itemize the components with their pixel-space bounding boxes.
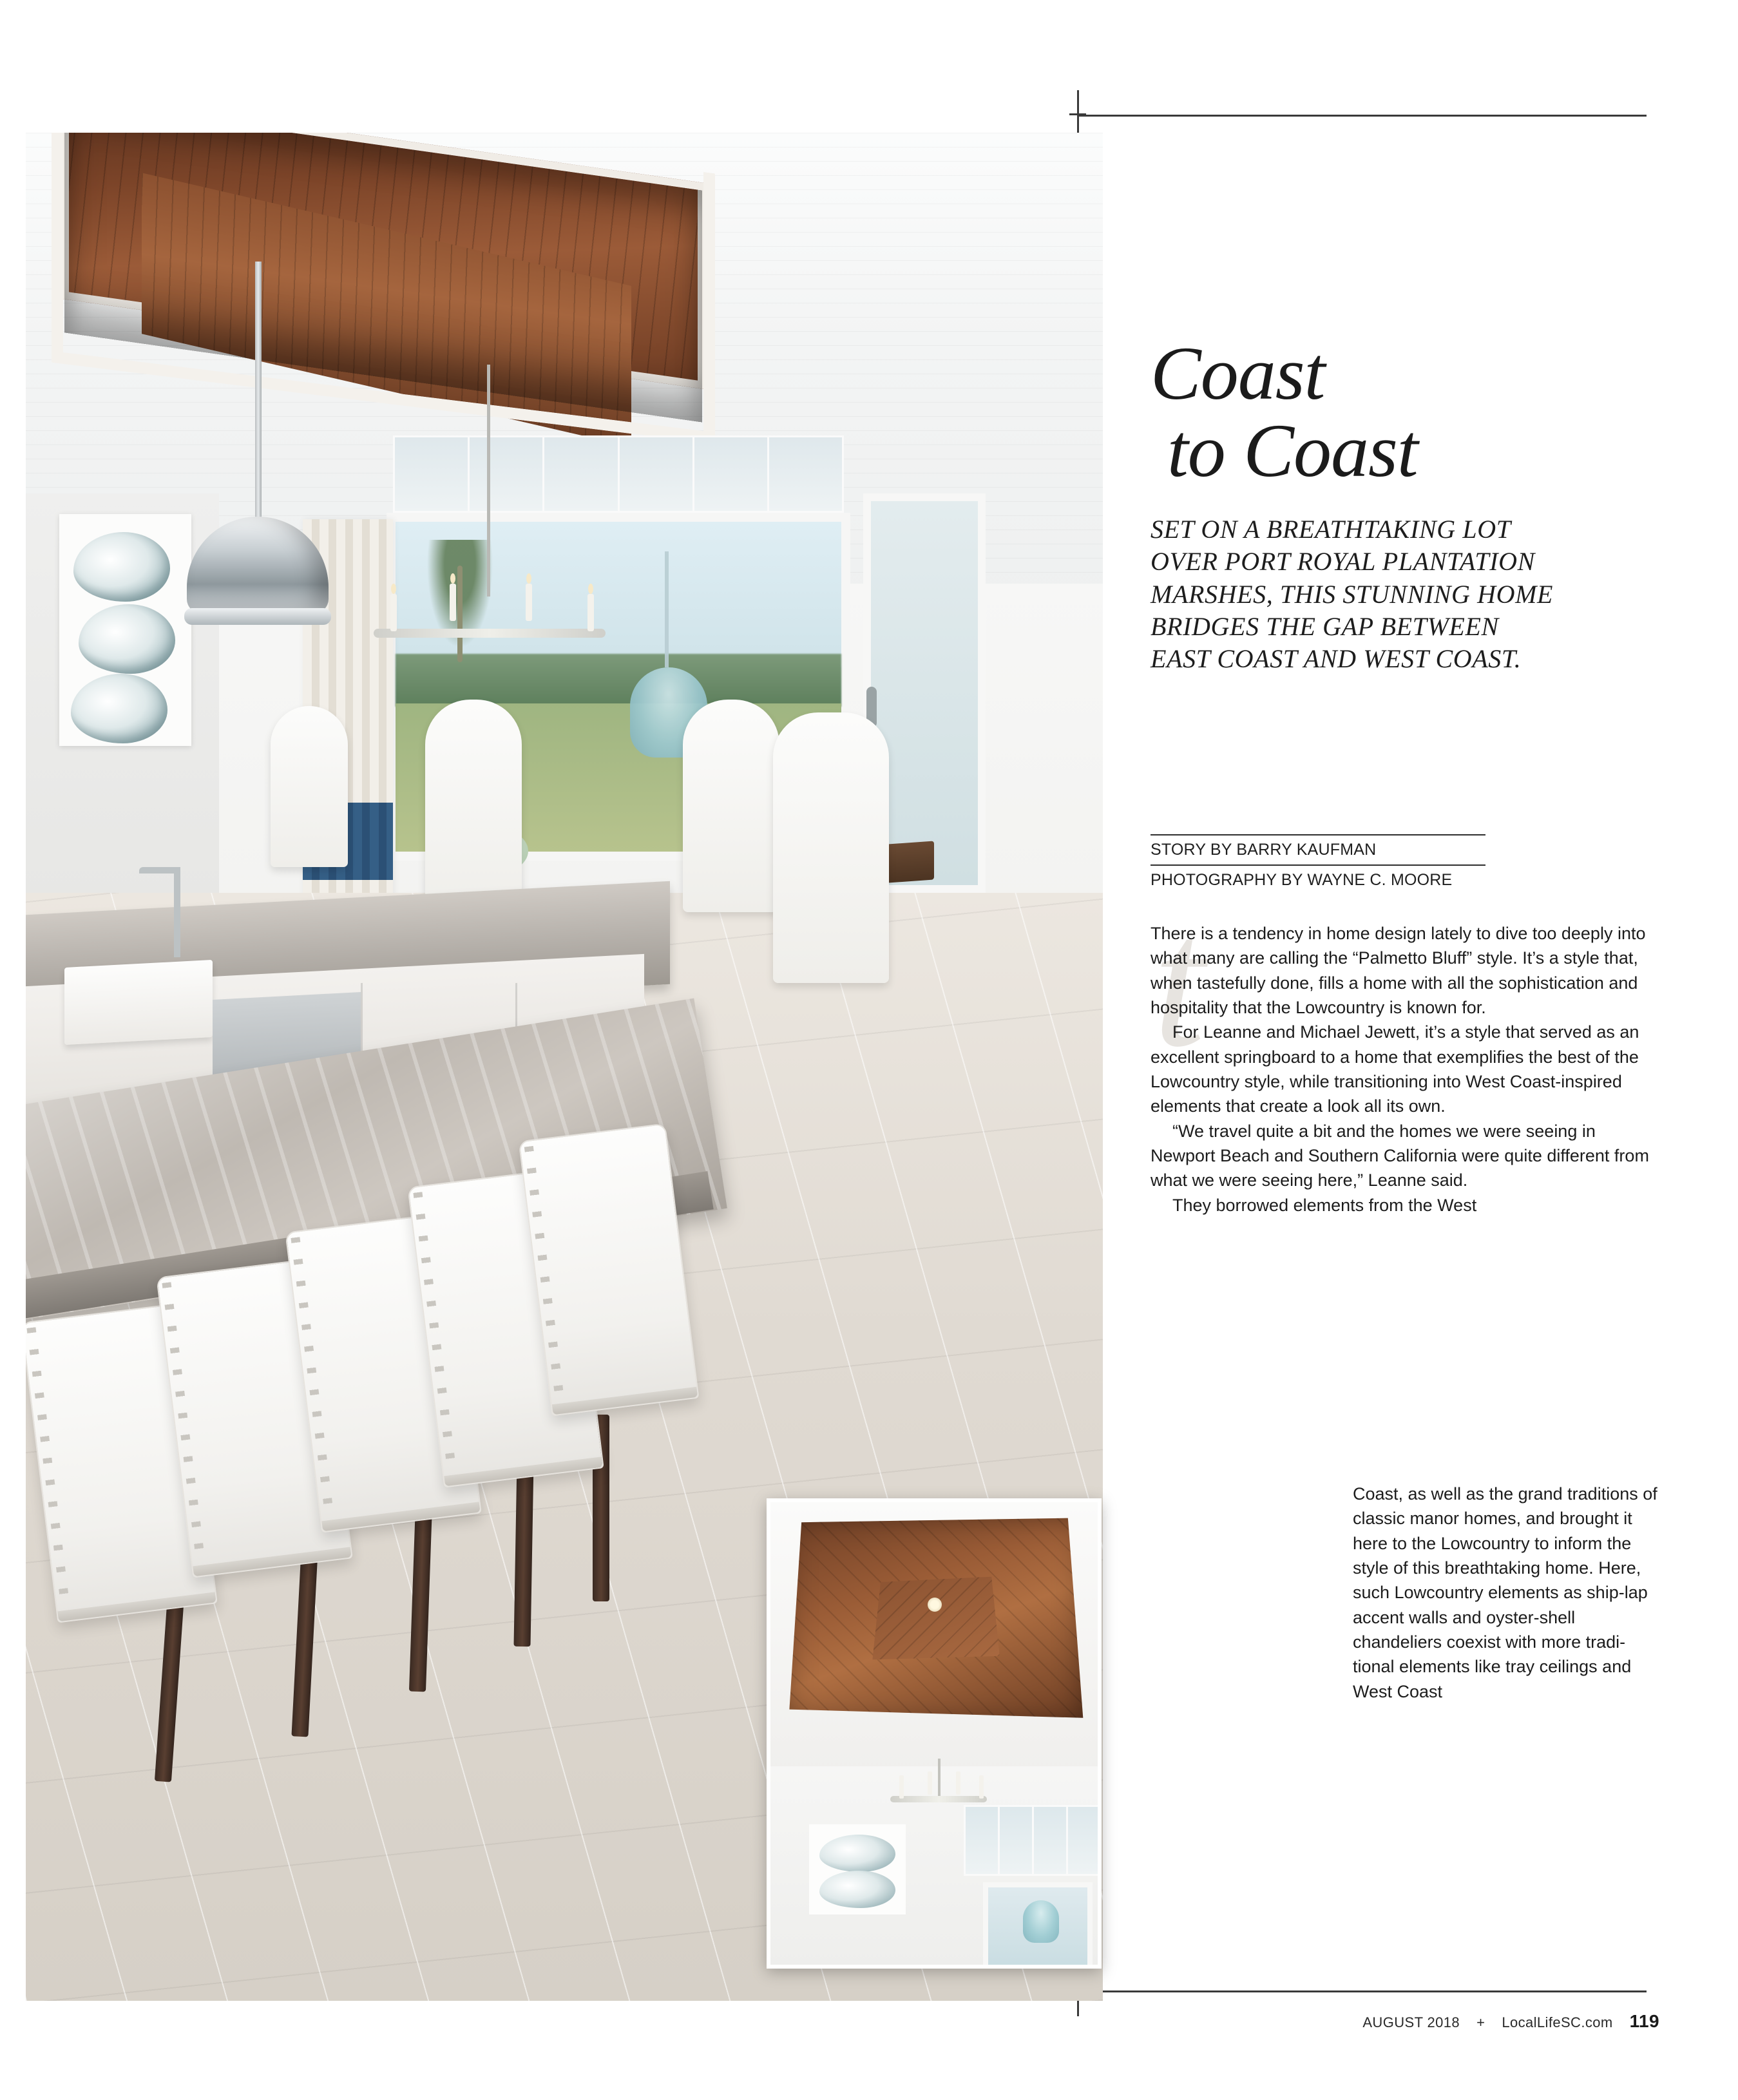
dining-chair	[271, 706, 348, 867]
headline-line-1: Coast	[1151, 331, 1325, 415]
window-pane	[966, 1807, 1000, 1874]
kitchen-faucet	[174, 867, 180, 957]
oyster-shape	[79, 604, 175, 674]
inset-transom-windows	[964, 1805, 1102, 1876]
window-pane	[1034, 1807, 1068, 1874]
pendant-light-rod	[255, 262, 262, 532]
chandelier-candle	[390, 594, 397, 631]
article-deck: SET ON A BREATHTAKING LOT OVER PORT ROYAL PLANTATION MARSHES, THIS STUNNING HOME BRIDGES THE GAP BETWEEN EAST COAST AND WEST COAST.	[1151, 514, 1554, 674]
page-title	[1151, 331, 1659, 493]
page-footer	[1077, 2011, 1659, 2032]
candle-chandelier	[374, 629, 606, 638]
inset-candle-chandelier	[890, 1796, 987, 1802]
dining-chair	[683, 700, 779, 912]
transom-window-band	[393, 435, 844, 513]
recessed-light	[928, 1598, 942, 1612]
window-pane	[620, 437, 694, 511]
window-pane	[470, 437, 544, 511]
byline-story: STORY BY BARRY KAUFMAN	[1151, 841, 1377, 859]
chandelier-candle	[899, 1775, 904, 1799]
inset-beaded-chandelier	[1023, 1900, 1059, 1943]
oyster-shape	[73, 532, 170, 602]
inset-wood-center-panel	[867, 1573, 1002, 1663]
body-paragraph: There is a tendency in home design lately to dive too deeply into what many are calling the “Palmetto Bluff” style. It’s a style that, when tastefully done, fills a home with all the sophistication and hospitality that the Lowcountry is known for.	[1151, 924, 1646, 1017]
byline-block	[1151, 834, 1601, 894]
bottom-rule	[1077, 1990, 1647, 1992]
body-paragraph: They borrowed elements from the West	[1172, 1195, 1477, 1215]
body-paragraph: For Leanne and Michael Jewett, it’s a style that served as an excellent springboard to a home that exemplifies the best of the Lowcountry style, while transitioning into West Coast-inspired elements that create a look all its own.	[1151, 1022, 1639, 1116]
window-pane	[694, 437, 769, 511]
oyster-shape	[819, 1871, 895, 1908]
window-pane	[395, 437, 470, 511]
chandelier-candle	[979, 1775, 984, 1799]
crop-mark-top	[1069, 113, 1086, 115]
top-rule	[1077, 115, 1647, 117]
drop-cap: t	[1153, 879, 1205, 1085]
barstool-leg	[513, 1460, 533, 1647]
byline-photography: PHOTOGRAPHY BY WAYNE C. MOORE	[1151, 870, 1453, 889]
page-number: 119	[1629, 2011, 1659, 2031]
chandelier-candle	[450, 584, 456, 621]
chandelier-chain	[487, 365, 490, 597]
farmhouse-sink	[64, 960, 213, 1045]
chandelier-candle	[587, 594, 594, 631]
article-header	[1151, 331, 1659, 676]
inset-oyster-artwork	[809, 1824, 906, 1914]
dining-chair	[773, 712, 889, 983]
window-pane	[544, 437, 619, 511]
oyster-artwork	[59, 514, 191, 746]
chandelier-candle	[526, 584, 532, 621]
oyster-shape	[819, 1835, 895, 1872]
window-pane	[1068, 1807, 1100, 1874]
inset-chandelier-rod	[938, 1759, 941, 1797]
inset-photo	[767, 1498, 1102, 1969]
window-pane	[769, 437, 842, 511]
chandelier-candle	[928, 1771, 932, 1795]
article-body-wrap-column	[1353, 1482, 1659, 1704]
article-body	[1151, 921, 1659, 1217]
footer-separator: +	[1476, 2014, 1485, 2030]
chandelier-candle	[956, 1771, 960, 1795]
body-paragraph: “We travel quite a bit and the homes we were seeing in Newport Beach and Southern California were quite different from what we were seeing here,” Leanne said.	[1151, 1121, 1649, 1190]
window-pane	[1000, 1807, 1034, 1874]
dining-chair	[425, 700, 522, 912]
footer-website[interactable]: LocalLifeSC.com	[1502, 2014, 1613, 2030]
pendant-light-rim	[184, 608, 331, 625]
oyster-shape	[71, 674, 167, 743]
body-paragraph-wrap: Coast, as well as the grand traditions of classic manor homes, and brought it here to the Lowcountry to inform the style of this breathtaking home. Here, such Lowcountry elements as ship-lap accent walls and oyster-shell chandeliers coexist with more tradi-tional elements like tray ceilings and West Coast	[1353, 1484, 1657, 1701]
footer-issue-date: AUGUST 2018	[1362, 2014, 1460, 2030]
headline-line-2: to Coast	[1167, 408, 1418, 493]
